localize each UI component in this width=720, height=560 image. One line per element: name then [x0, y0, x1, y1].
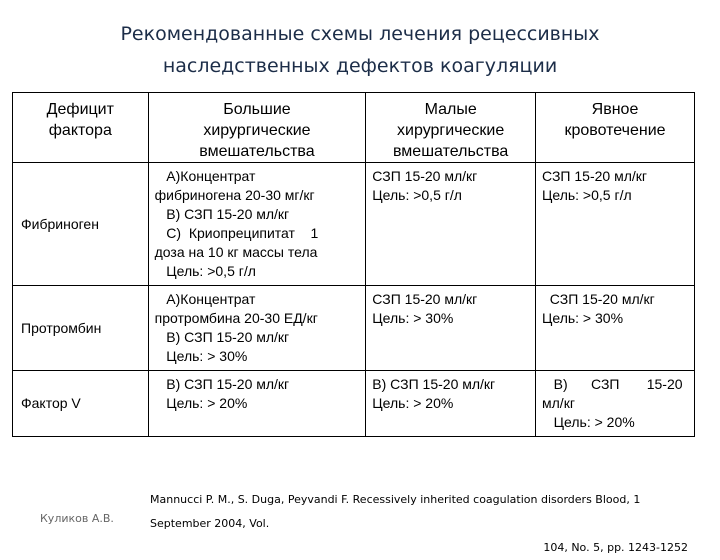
header-line: хирургические	[397, 122, 505, 139]
cell-line: В) СЗП 15-20 мл/кг	[372, 376, 496, 392]
title-line-2: наследственных дефектов коагуляции	[162, 55, 558, 77]
table-row	[13, 286, 695, 371]
cell-line: В) СЗП 15-20 мл/кг	[154, 329, 290, 345]
cell-line: Цель: > 30%	[372, 310, 454, 326]
header-major-surgery	[148, 93, 366, 163]
bleeding-cell	[536, 163, 695, 286]
minor-surgery-cell	[366, 163, 536, 286]
table-row	[13, 371, 695, 437]
header-factor	[13, 93, 149, 163]
major-surgery-cell	[148, 163, 366, 286]
bleeding-cell	[536, 286, 695, 371]
cell-line: Цель: > 20%	[154, 395, 248, 411]
cell-line: В) СЗП 15-20 мл/кг	[154, 376, 290, 392]
minor-surgery-cell	[366, 286, 536, 371]
cell-line: мл/кг	[542, 395, 575, 411]
cell-line: фибриногена 20-30 мг/кг	[154, 187, 315, 203]
cell-line: А)Концентрат	[154, 168, 256, 184]
cell-line: Цель: >0,5 г/л	[542, 187, 632, 203]
major-surgery-cell	[148, 286, 366, 371]
header-line: Явное	[591, 101, 639, 118]
header-line: кровотечение	[564, 122, 666, 139]
bleeding-cell	[536, 371, 695, 437]
factor-cell: Фактор V	[13, 371, 149, 437]
cell-line: Цель: >0,5 г/л	[154, 263, 256, 279]
cell-line: В) СЗП 15-20 мл/кг	[154, 206, 290, 222]
cell-line: Цель: > 30%	[154, 348, 248, 364]
major-surgery-cell	[148, 371, 366, 437]
table-header-row	[13, 93, 695, 163]
citation-line-2: 104, No. 5, pp. 1243-1252	[543, 541, 688, 554]
page-title	[0, 18, 720, 82]
factor-cell: Фибриноген	[13, 163, 149, 286]
header-line: вмешательства	[392, 143, 509, 160]
cell-line: СЗП 15-20 мл/кг	[542, 168, 647, 184]
cell-line: В) СЗП 15-20	[542, 376, 683, 392]
source-citation	[150, 488, 700, 560]
factor-cell: Протромбин	[13, 286, 149, 371]
cell-line: Цель: >0,5 г/л	[372, 187, 462, 203]
header-line: Большие	[223, 101, 291, 118]
header-line: хирургические	[203, 122, 311, 139]
treatment-table	[12, 92, 695, 437]
cell-line: СЗП 15-20 мл/кг	[372, 291, 478, 307]
cell-line: Цель: > 20%	[372, 395, 454, 411]
cell-line: протромбина 20-30 ЕД/кг	[154, 310, 318, 326]
cell-line: СЗП 15-20 мл/кг	[542, 291, 655, 307]
minor-surgery-cell	[366, 371, 536, 437]
cell-line: А)Концентрат	[154, 291, 256, 307]
header-line: Малые	[424, 101, 477, 118]
header-line: вмешательства	[199, 143, 315, 160]
cell-line: Цель: > 20%	[542, 414, 635, 430]
cell-line: доза на 10 кг массы тела	[154, 244, 318, 260]
author-label: Куликов А.В.	[40, 512, 114, 525]
header-bleeding	[536, 93, 695, 163]
title-line-1: Рекомендованные схемы лечения рецессивных	[120, 23, 600, 45]
cell-line: Цель: > 30%	[542, 310, 624, 326]
header-line: фактора	[48, 122, 112, 139]
header-minor-surgery	[366, 93, 536, 163]
cell-line: СЗП 15-20 мл/кг	[372, 168, 478, 184]
header-line: Дефицит	[46, 101, 114, 118]
citation-line-1: Mannucci P. M., S. Duga, Peyvandi F. Recessively inherited coagulation disorders Blood, 1 September 2004, Vol.	[150, 493, 641, 530]
cell-line: С) Криопреципитат 1	[154, 225, 319, 241]
table-row	[13, 163, 695, 286]
